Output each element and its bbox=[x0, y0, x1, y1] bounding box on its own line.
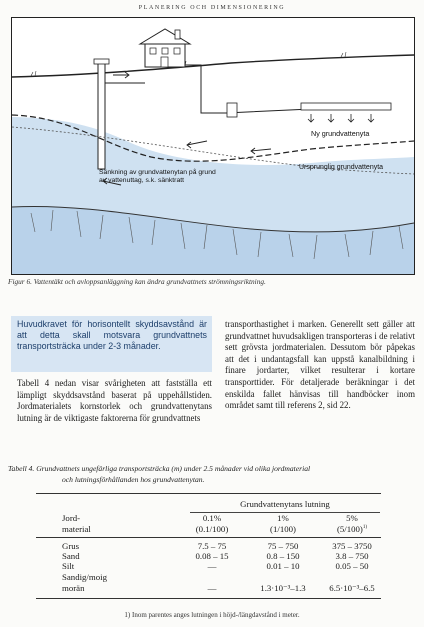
groundwater-figure bbox=[11, 17, 415, 275]
table-cell: 0.08 – 15 bbox=[195, 551, 229, 561]
table-caption-line1: Tabell 4. Grundvattnets ungefärliga transportsträcka (m) under 2.5 månader vid olika jordmaterial bbox=[8, 464, 311, 473]
row-header-line1: Jord- bbox=[62, 513, 81, 523]
table-cell: 0.05 – 50 bbox=[335, 561, 369, 571]
row-header-line2: material bbox=[62, 524, 91, 534]
drawdown-label-1: Sänkning av grundvattenytan på grund bbox=[99, 169, 216, 176]
col-header-ratio: $(5/100)^{1)}$ bbox=[336, 524, 368, 534]
right-paragraph: transporthastighet i marken. Generellt sett gäller att grundvattnet huvudsakligen transporteras i de relativt sett grövsta jordmaterialen. Dessutom bör påpekas att det i undantagsfall kan uppstå kanalbildning i finare jordarter, vilket resulterar i kortare transporttider. För detaljerade beräkningar i det enskilda fallet hänvisas till handböcker inom området samt till referens 2, sid 22. bbox=[225, 319, 415, 411]
table-rule-mid bbox=[36, 537, 381, 538]
drawdown-label-2: av vattenuttag, s.k. sänktratt bbox=[99, 177, 185, 184]
footnote-ref: 1) bbox=[362, 525, 368, 531]
col-header-pct: 5% bbox=[346, 513, 358, 523]
table-cell-material: Sandig/moig bbox=[62, 572, 107, 582]
table-rule-top bbox=[36, 493, 381, 494]
table-footnote: 1) Inom parentes anges lutningen i höjd-/längdavstånd i meter. bbox=[124, 611, 300, 619]
col-header-pct: 1% bbox=[277, 513, 289, 523]
table-cell: — bbox=[207, 583, 217, 593]
col-header-ratio: (0.1/100) bbox=[195, 524, 229, 534]
figure-caption: Figur 6. Vattentäkt och avloppsanläggning kan ändra grundvattnets strömningsriktning. bbox=[8, 277, 266, 286]
table-rule-bottom bbox=[36, 598, 381, 599]
table-group-header: Grundvattenytans lutning bbox=[240, 499, 330, 509]
highlight-text: Huvudkravet för horisontellt skyddsavstånd är att detta skall motsvara grundvattnets transportsträcka under 2-3 månader. bbox=[17, 319, 207, 352]
table-cell: 0.8 – 150 bbox=[266, 551, 300, 561]
table-caption-line2: och lutningsförhållanden hos grundvattenytan. bbox=[62, 475, 205, 484]
table-cell-material-cont: morän bbox=[62, 583, 85, 593]
col-header-ratio: (1/100) bbox=[270, 524, 296, 534]
table-cell: 6.5·10⁻³–6.5 bbox=[329, 583, 375, 593]
new-groundwater-label: Ny grundvattenyta bbox=[311, 129, 370, 138]
table-cell: 75 – 750 bbox=[267, 541, 299, 551]
table-caption bbox=[8, 463, 418, 485]
running-header: PLANERING OCH DIMENSIONERING bbox=[138, 5, 286, 11]
col-header-pct: 0.1% bbox=[202, 513, 222, 523]
table-cell-material: Silt bbox=[62, 561, 75, 571]
table-cell-material: Grus bbox=[62, 541, 80, 551]
table-cell: 1.3·10⁻³–1.3 bbox=[260, 583, 306, 593]
table-cell: 7.5 – 75 bbox=[197, 541, 227, 551]
left-paragraph: Tabell 4 nedan visar svårigheten att fastställa ett lämpligt skyddsavstånd baserat på uppehållstiden. Jordmaterialets kornstorlek och grundvattenytans lutning är de viktigaste faktorerna för grundvattnets bbox=[17, 378, 212, 423]
table-cell-material: Sand bbox=[62, 551, 80, 561]
original-groundwater-label: Ursprunglig grundvattenyta bbox=[299, 164, 384, 171]
table-cell: 3.8 – 750 bbox=[335, 551, 369, 561]
table-cell: 375 – 3750 bbox=[332, 541, 372, 551]
table-cell: — bbox=[207, 561, 217, 571]
table-cell: 0.01 – 10 bbox=[266, 561, 300, 571]
